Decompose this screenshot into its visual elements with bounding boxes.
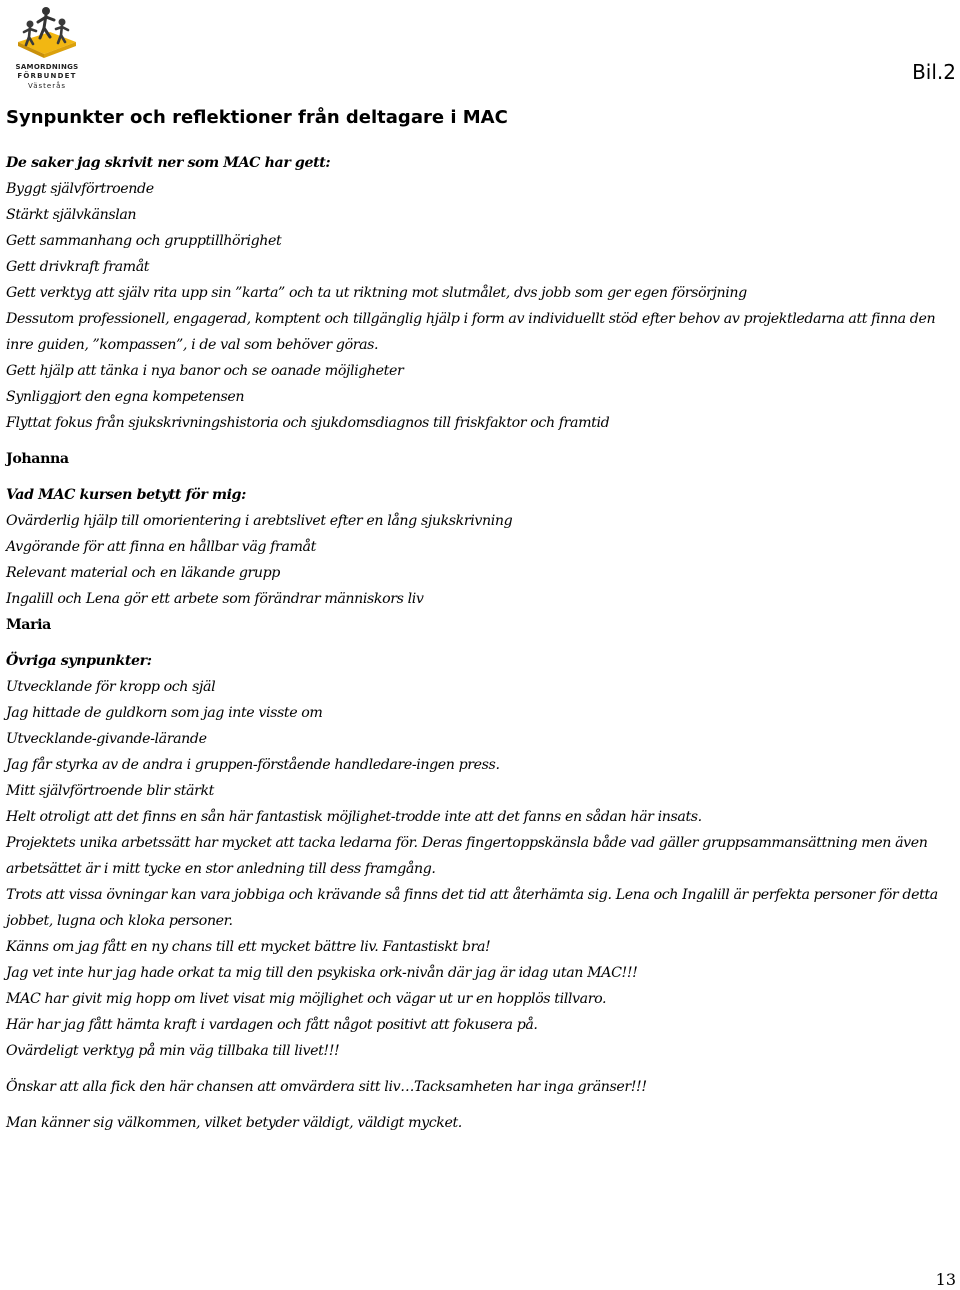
list-item: Önskar att alla fick den här chansen att omvärdera sitt liv…Tacksamheten har inga gränser!!! [6, 1079, 647, 1095]
list-item: Utvecklande för kropp och själ [6, 679, 216, 695]
list-item: Relevant material och en läkande grupp [6, 565, 280, 581]
list-item: Gett hjälp att tänka i nya banor och se oanade möjligheter [6, 363, 404, 379]
list-item: Helt otroligt att det finns en sån här fantastisk möjlighet-trodde inte att det fanns en sådan här insats. [6, 809, 702, 825]
section-heading: De saker jag skrivit ner som MAC har gett: [6, 155, 331, 171]
list-item: Mitt självförtroende blir stärkt [6, 783, 214, 799]
attachment-label: Bil.2 [912, 60, 956, 84]
page-number: 13 [935, 1270, 956, 1289]
list-item: Byggt självförtroende [6, 181, 154, 197]
logo-text-line2: FÖRBUNDET [17, 72, 77, 80]
signature: Maria [6, 617, 51, 633]
list-item: Projektets unika arbetssätt har mycket att tacka ledarna för. Deras fingertoppskänsla både vad gäller gruppsammansättning men även arbetsättet är i mitt tycke en stor anledning till dess framgång. [6, 835, 928, 877]
list-item: Stärkt självkänslan [6, 207, 137, 223]
list-item: Avgörande för att finna en hållbar väg framåt [6, 539, 316, 555]
logo-graphic [10, 2, 84, 62]
document-body [6, 150, 954, 1136]
page-title: Synpunkter och reflektioner från deltagare i MAC [6, 107, 508, 128]
organization-logo [10, 2, 84, 94]
list-item: Trots att vissa övningar kan vara jobbiga och krävande så finns det tid att återhämta sig. Lena och Ingalill är perfekta personer för detta jobbet, lugna och kloka personer. [6, 887, 938, 929]
list-item: Utvecklande-givande-lärande [6, 731, 207, 747]
list-item: Gett verktyg att själv rita upp sin ”karta” och ta ut riktning mot slutmålet, dvs jobb som ger egen försörjning [6, 285, 747, 301]
list-item: MAC har givit mig hopp om livet visat mig möjlighet och vägar ut ur en hopplös tillvaro. [6, 991, 607, 1007]
list-item: Ovärderlig hjälp till omorientering i arebtslivet efter en lång sjukskrivning [6, 513, 513, 529]
list-item: Gett drivkraft framåt [6, 259, 150, 275]
list-item: Dessutom professionell, engagerad, komptent och tillgänglig hjälp i form av individuellt stöd efter behov av projektledarna att finna den inre guiden, ”kompassen”, i de val som behöver göras. [6, 311, 936, 353]
list-item: Synliggjort den egna kompetensen [6, 389, 245, 405]
logo-text-line3: Västerås [27, 82, 67, 90]
signature: Johanna [6, 451, 69, 467]
list-item: Jag vet inte hur jag hade orkat ta mig till den psykiska ork-nivån där jag är idag utan MAC!!! [6, 965, 638, 981]
list-item: Flyttat fokus från sjukskrivningshistoria och sjukdomsdiagnos till friskfaktor och framtid [6, 415, 610, 431]
list-item: Man känner sig välkommen, vilket betyder väldigt, väldigt mycket. [6, 1115, 462, 1131]
list-item: Ovärdeligt verktyg på min väg tillbaka till livet!!! [6, 1043, 340, 1059]
section-heading: Vad MAC kursen betytt för mig: [6, 487, 246, 503]
section-heading: Övriga synpunkter: [6, 653, 152, 669]
list-item: Gett sammanhang och grupptillhörighet [6, 233, 282, 249]
logo-text-line1: SAMORDNINGS [15, 63, 79, 71]
list-item: Känns om jag fått en ny chans till ett mycket bättre liv. Fantastiskt bra! [6, 939, 491, 955]
list-item: Jag hittade de guldkorn som jag inte visste om [6, 705, 323, 721]
list-item: Ingalill och Lena gör ett arbete som förändrar människors liv [6, 591, 424, 607]
list-item: Här har jag fått hämta kraft i vardagen och fått något positivt att fokusera på. [6, 1017, 538, 1033]
list-item: Jag får styrka av de andra i gruppen-förstående handledare-ingen press. [6, 757, 500, 773]
